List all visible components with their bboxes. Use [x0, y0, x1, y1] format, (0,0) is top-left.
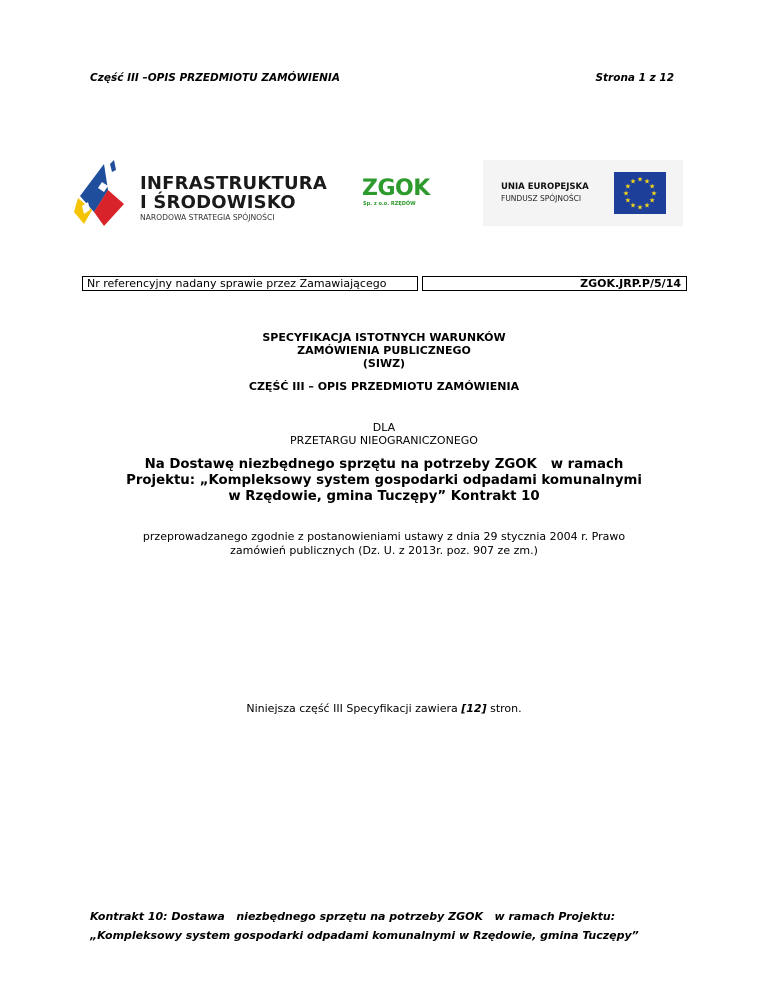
- infrastruktura-emblem-icon: [74, 160, 136, 230]
- footer-line-2: „Kompleksowy system gospodarki odpadami komunalnymi w Rzędowie, gmina Tuczępy”: [90, 929, 639, 942]
- eu-star-icon: ★: [643, 177, 651, 186]
- eu-logo-subtitle: FUNDUSZ SPÓJNOŚCI: [501, 194, 582, 203]
- eu-star-icon: ★: [624, 182, 632, 191]
- reference-value: ZGOK.JRP.P/5/14: [422, 276, 687, 291]
- project-line-1: Na Dostawę niezbędnego sprzętu na potrzeby ZGOK w ramach: [144, 457, 624, 472]
- eu-logo-title: UNIA EUROPEJSKA: [501, 182, 589, 192]
- legal-line-1: przeprowadzanego zgodnie z postanowieniami ustawy z dnia 29 stycznia 2004 r. Prawo: [142, 530, 626, 543]
- legal-basis: [0, 530, 768, 558]
- reference-row: [82, 276, 687, 291]
- infrastruktura-subtitle: NARODOWA STRATEGIA SPÓJNOŚCI: [140, 213, 275, 222]
- infrastruktura-line1: INFRASTRUKTURA: [140, 173, 328, 194]
- pages-note: [0, 702, 768, 715]
- eu-star-icon: ★: [624, 196, 632, 205]
- page-number: Strona 1 z 12: [595, 72, 674, 84]
- zgok-logo-subtitle: Sp. z o.o. RZĘDÓW: [363, 201, 416, 207]
- eu-star-icon: ★: [629, 201, 637, 210]
- eu-star-icon: ★: [622, 189, 630, 198]
- for-line-2: PRZETARGU NIEOGRANICZONEGO: [290, 434, 478, 447]
- pages-note-after: stron.: [486, 702, 522, 715]
- project-line-2: Projektu: „Kompleksowy system gospodarki odpadami komunalnymi: [126, 473, 642, 488]
- zgok-logo-text: ZGOK: [362, 176, 430, 201]
- title-line-2: ZAMÓWIENIA PUBLICZNEGO: [297, 344, 471, 357]
- eu-star-icon: ★: [636, 175, 644, 184]
- project-title: [0, 457, 768, 505]
- procedure-type: [0, 421, 768, 447]
- infrastruktura-title: [140, 174, 327, 212]
- reference-label: Nr referencyjny nadany sprawie przez Zamawiającego: [82, 276, 418, 291]
- footer: [90, 907, 639, 945]
- eu-stars-icon: [614, 172, 666, 214]
- eu-star-icon: ★: [643, 201, 651, 210]
- legal-line-2: zamówień publicznych (Dz. U. z 2013r. poz. 907 ze zm.): [230, 544, 538, 557]
- eu-star-icon: ★: [648, 182, 656, 191]
- project-line-3: w Rzędowie, gmina Tuczępy” Kontrakt 10: [228, 489, 540, 504]
- document-title: [0, 331, 768, 370]
- for-line-1: DLA: [372, 421, 396, 434]
- title-line-1: SPECYFIKACJA ISTOTNYCH WARUNKÓW: [262, 331, 506, 344]
- footer-line-1: Kontrakt 10: Dostawa niezbędnego sprzętu na potrzeby ZGOK w ramach Projektu:: [90, 910, 616, 923]
- header-left: Część III –OPIS PRZEDMIOTU ZAMÓWIENIA: [90, 72, 340, 84]
- pages-note-before: Niniejsza część III Specyfikacji zawiera: [246, 702, 462, 715]
- title-line-3: (SIWZ): [362, 357, 406, 370]
- eu-star-icon: ★: [636, 203, 644, 212]
- eu-star-icon: ★: [650, 189, 658, 198]
- eu-flag-icon: [614, 172, 666, 214]
- zgok-logo: [360, 176, 450, 210]
- part-heading: CZĘŚĆ III – OPIS PRZEDMIOTU ZAMÓWIENIA: [248, 380, 520, 393]
- eu-star-icon: ★: [648, 196, 656, 205]
- infrastruktura-logo: [74, 160, 328, 230]
- eu-star-icon: ★: [629, 177, 637, 186]
- pages-count: [12]: [461, 702, 487, 715]
- infrastruktura-line2: I ŚRODOWISKO: [140, 192, 296, 213]
- eu-logo: [483, 160, 683, 226]
